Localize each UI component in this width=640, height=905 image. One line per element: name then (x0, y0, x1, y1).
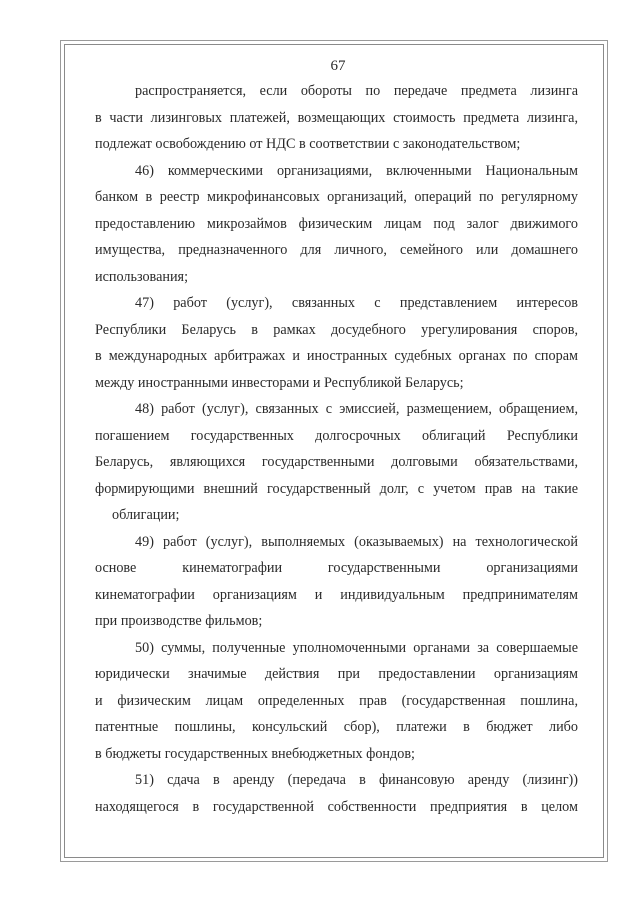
text-line: в части лизинговых платежей, возмещающих стоимость предмета лизинга, (95, 109, 578, 126)
text-line: кинематографии организациям и индивидуальным предпринимателям (95, 586, 578, 603)
text-line: в международных арбитражах и иностранных судебных органах по спорам (95, 348, 578, 364)
text-line: банком в реестр микрофинансовых организаций, операций по регулярному (95, 189, 578, 205)
text-line: и физическим лицам определенных прав (государственная пошлина, (95, 692, 578, 709)
text-line: Беларусь, являющихся государственными долговыми обязательствами, (95, 454, 578, 470)
text-line: в бюджеты государственных внебюджетных фондов; (95, 745, 415, 762)
text-line: 47) работ (услуг), связанных с представлением интересов (135, 295, 578, 311)
text-line: 49) работ (услуг), выполняемых (оказываемых) на технологической (135, 533, 578, 550)
text-line: распространяется, если обороты по передаче предмета лизинга (135, 83, 578, 99)
text-line: подлежат освобождению от НДС в соответствии с законодательством; (95, 136, 521, 152)
page-number: 67 (330, 58, 346, 74)
paragraph-46 (95, 158, 578, 291)
paragraph-48 (95, 396, 578, 529)
text-line: Республики Беларусь в рамках досудебного урегулирования споров, (95, 321, 578, 338)
paragraph-47 (95, 290, 578, 396)
text-line: при производстве фильмов; (95, 613, 263, 629)
paragraph-50 (95, 635, 578, 768)
text-line: имущества, предназначенного для личного, семейного или домашнего (95, 242, 578, 258)
text-line: находящегося в государственной собственности предприятия в целом (95, 798, 578, 815)
text-line: юридически значимые действия при предоставлении организациям (95, 666, 578, 682)
text-line: формирующими внешний государственный долг, с учетом прав на такие (95, 480, 578, 497)
text-line: использования; (95, 268, 189, 285)
text-line: 50) суммы, полученные уполномоченными органами за совершаемые (135, 639, 578, 656)
text-line: облигации; (112, 507, 180, 523)
document-body (95, 78, 578, 820)
paragraph-continuation (95, 78, 578, 158)
paragraph-49 (95, 529, 578, 635)
text-line: 46) коммерческими организациями, включенными Национальным (135, 162, 578, 179)
text-line: предоставлению микрозаймов физическим лицам под залог движимого (95, 215, 578, 232)
text-line: между иностранными инвесторами и Республикой Беларусь; (95, 374, 464, 391)
text-line: основе кинематографии государственными организациями (95, 560, 578, 576)
text-line: патентные пошлины, консульский сбор), платежи в бюджет либо (95, 719, 578, 735)
text-line: погашением государственных долгосрочных облигаций Республики (95, 427, 578, 444)
text-line: 48) работ (услуг), связанных с эмиссией, размещением, обращением, (135, 401, 578, 417)
text-line: 51) сдача в аренду (передача в финансовую аренду (лизинг)) (135, 772, 578, 788)
paragraph-51 (95, 767, 578, 820)
